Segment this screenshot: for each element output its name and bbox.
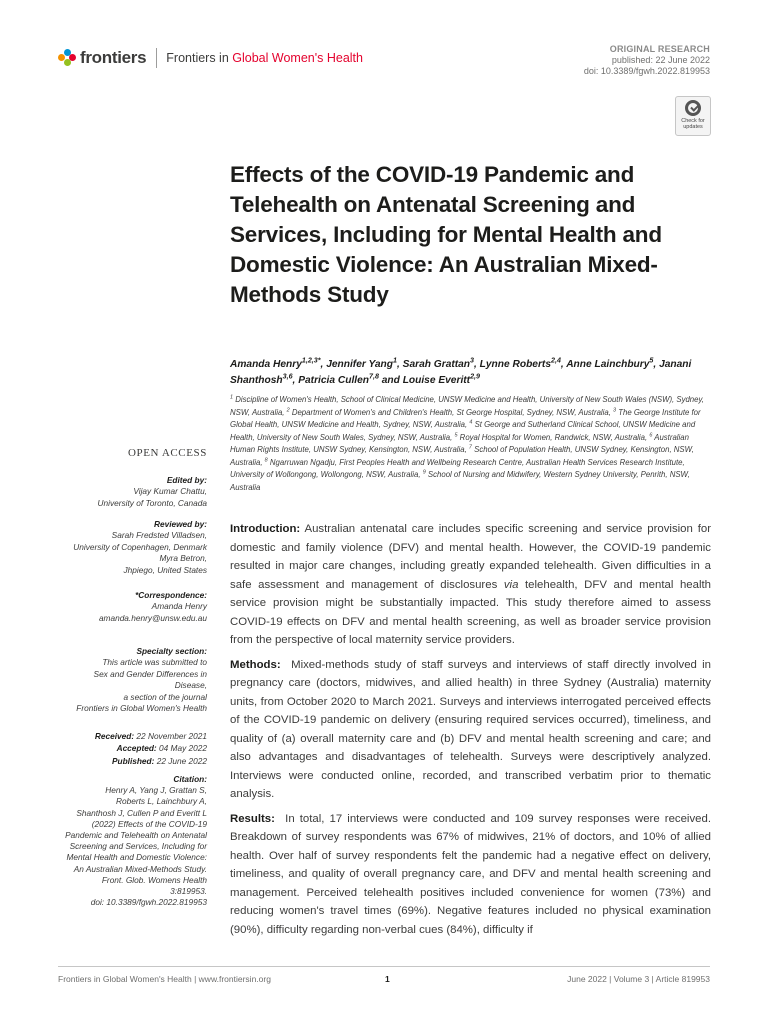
published-date: published: 22 June 2022 [611,55,710,65]
check-for-updates-button[interactable] [675,96,711,136]
accepted-date: Accepted: 04 May 2022 [116,743,207,754]
reviewer-affiliation: University of Copenhagen, Denmark [73,541,207,552]
correspondence-label: *Correspondence: [135,590,207,600]
page-footer [58,966,710,984]
affiliation-item: $^8$ Ngarruwan Ngadju, First Peoples Health and Wellbeing Research Centre, Australian Health Services Research Institute, University of Wollongong, Wollongong, NSW, Australia, [230,456,685,479]
published-date-sidebar: Published: 22 June 2022 [111,755,207,766]
citation-line: (2022) Effects of the COVID-19 [91,818,207,829]
affiliation-item: $^5$ Royal Hospital for Women, Randwick, NSW, Australia, [454,431,650,442]
abstract-results: Results: In total, 17 interviews were conducted and 109 survey responses were received. Breakdown of survey respondents was 67% of midwives, 21% of doctors, and 10% of allied health. Over half of survey respondents felt the pandemic had a negative effect on delivery, timeliness, and quality of overall pregnancy care, and DFV and mental health screening and management. Perceived telehealth positives included convenience for women (73%) and reducing women's travel times (69%). Negative features included no physical examination (90%), difficulty regarding non-verbal cues (84%), difficulty if [230,812,711,936]
affiliation-item: $^2$ Department of Women's and Children's Health, St George Hospital, Sydney, NSW, Australia, [286,406,614,417]
correspondence-email[interactable]: amanda.henry@unsw.edu.au [98,612,207,623]
author-name[interactable]: Sarah Grattan$^3$ [402,356,474,370]
reviewed-by-label: Reviewed by: [153,519,207,529]
footer-journal-link[interactable]: Frontiers in Global Women's Health | www.frontiersin.org [58,974,271,984]
affiliation-item: $^9$ School of Nursing and Midwifery, Western Sydney University, Penrith, NSW, Australia [230,469,690,492]
specialty-section [40,646,207,714]
journal-header [58,44,363,72]
citation-line: Pandemic and Telehealth on Antenatal [65,830,207,841]
citation-line: An Australian Mixed-Methods Study. [73,863,207,874]
reviewer-affiliation: Jhpiego, United States [123,564,207,575]
article-meta [584,44,710,77]
specialty-line: a section of the journal [123,691,207,702]
reviewed-by-section [40,519,207,576]
correspondence-name: Amanda Henry [151,601,207,612]
affiliation-item: $^6$ Australian Human Rights Institute, UNSW Sydney, Kensington, NSW, Australia, [230,431,689,454]
citation-line: Screening and Services, Including for [69,841,207,852]
received-date: Received: 22 November 2021 [94,731,207,741]
citation-section [40,774,207,908]
correspondence-section [40,590,207,624]
author-list: Amanda Henry$^{1,2,3*}$, Jennifer Yang$^1$, Sarah Grattan$^3$, Lynne Roberts$^{2,4}$, Anne Lainchbury$^5$, Janani Shanthosh$^{3,6}$, Patricia Cullen$^{7,8}$ and Louise Everitt$^{2,9}$ [230,356,692,386]
abstract [230,520,711,945]
abstract-introduction: Introduction: Australian antenatal care includes specific screening and service provision for domestic and family violence (DFV) and mental health. However, the COVID-19 pandemic resulted in major care changes, including greatly expanded telehealth. Given difficulties in a safe assessment and management of disclosures via telehealth, DFV and mental health service provision might be substantially impacted. This study therefore aimed to assess COVID-19 effects on DFV and mental health screening, as well as broader service provision from the perspective of local maternity service providers. [230,523,711,646]
editor-name: Vijay Kumar Chattu, [133,486,207,497]
reviewer-name: Sarah Fredsted Villadsen, [111,530,207,541]
article-dates [40,730,207,767]
affiliation-item: $^1$ Discipline of Women's Health, School of Clinical Medicine, UNSW Medicine and Health, University of New South Wales (NSW), Sydney, NSW, Australia, [230,394,704,417]
author-name[interactable]: Anne Lainchbury$^5$ [566,356,654,370]
brand-wordmark[interactable]: frontiers [80,48,147,67]
header-divider [156,48,157,68]
citation-line: Henry A, Yang J, Grattan S, [105,785,207,796]
citation-line: Shanthosh J, Cullen P and Everitt L [76,807,207,818]
affiliations [230,394,716,494]
author-name[interactable]: Amanda Henry$^{1,2,3*}$ [230,356,321,370]
specialty-line: This article was submitted to [102,657,207,668]
citation-line: doi: 10.3389/fgwh.2022.819953 [90,897,207,908]
citation-line: 3:819953. [170,886,207,897]
citation-line: Mental Health and Domestic Violence: [66,852,207,863]
citation-line: Roberts L, Lainchbury A, [115,796,207,807]
author-name[interactable]: Jennifer Yang$^1$ [326,356,397,370]
article-type: ORIGINAL RESEARCH [609,44,710,54]
affiliation-item: $^3$ The George Institute for Global Health, UNSW Medicine and Health, Sydney, NSW, Australia, [230,406,701,429]
page-number: 1 [385,974,390,984]
specialty-label: Specialty section: [136,646,207,656]
edited-by-section [40,475,207,509]
editor-affiliation: University of Toronto, Canada [97,497,207,508]
open-access-badge: OPEN ACCESS [127,447,207,459]
author-name[interactable]: Janani Shanthosh$^{3,6}$ [230,359,692,386]
affiliation-item: $^7$ School of Population Health, UNSW Sydney, Kensington, NSW, Australia, [230,444,694,467]
citation-label: Citation: [173,774,207,784]
edited-by-label: Edited by: [166,475,207,485]
specialty-line: Sex and Gender Differences in [93,668,207,679]
check-updates-icon [685,100,701,116]
specialty-line: Disease, [174,680,207,691]
doi-link[interactable]: doi: 10.3389/fgwh.2022.819953 [583,66,710,76]
citation-line: Front. Glob. Womens Health [101,874,207,885]
check-updates-label: Check for updates [681,118,705,130]
affiliation-item: $^4$ St George and Sutherland Clinical School, UNSW Medicine and Health, University of New South Wales, Sydney, NSW, Australia, [230,419,696,442]
frontiers-logo-icon [58,49,76,67]
reviewer-name: Myra Betron, [159,553,207,564]
abstract-methods: Methods: Mixed-methods study of staff surveys and interviews of staff directly involved in pregnancy care (doctors, midwives, and allied health) in three Sydney (Australia) maternity units, from October 2020 to March 2021. Surveys and interviews interrogated perceived effects of the COVID-19 pandemic on delivery (ensuring required services occurred), timeliness, and quality of (a) overall maternity care and (b) DFV and mental health screening and care; and also advantages and disadvantages of telehealth. Surveys were descriptively analyzed. Interviews were conducted online, recorded, and transcribed verbatim prior to thematic analysis. [230,658,711,800]
journal-title[interactable]: Frontiers in Global Women's Health [166,51,363,65]
author-name[interactable]: Louise Everitt$^{2,9}$ [402,372,480,386]
citation-text [40,785,207,908]
specialty-line: Frontiers in Global Women's Health [76,703,207,714]
author-name[interactable]: Lynne Roberts$^{2,4}$ [479,356,561,370]
author-name[interactable]: Patricia Cullen$^{7,8}$ [298,372,379,386]
footer-volume-info: June 2022 | Volume 3 | Article 819953 [567,974,710,984]
article-title: Effects of the COVID-19 Pandemic and Telehealth on Antenatal Screening and Services, Including for Mental Health and Domestic Violence: An Australian Mixed-Methods Study [230,162,662,307]
